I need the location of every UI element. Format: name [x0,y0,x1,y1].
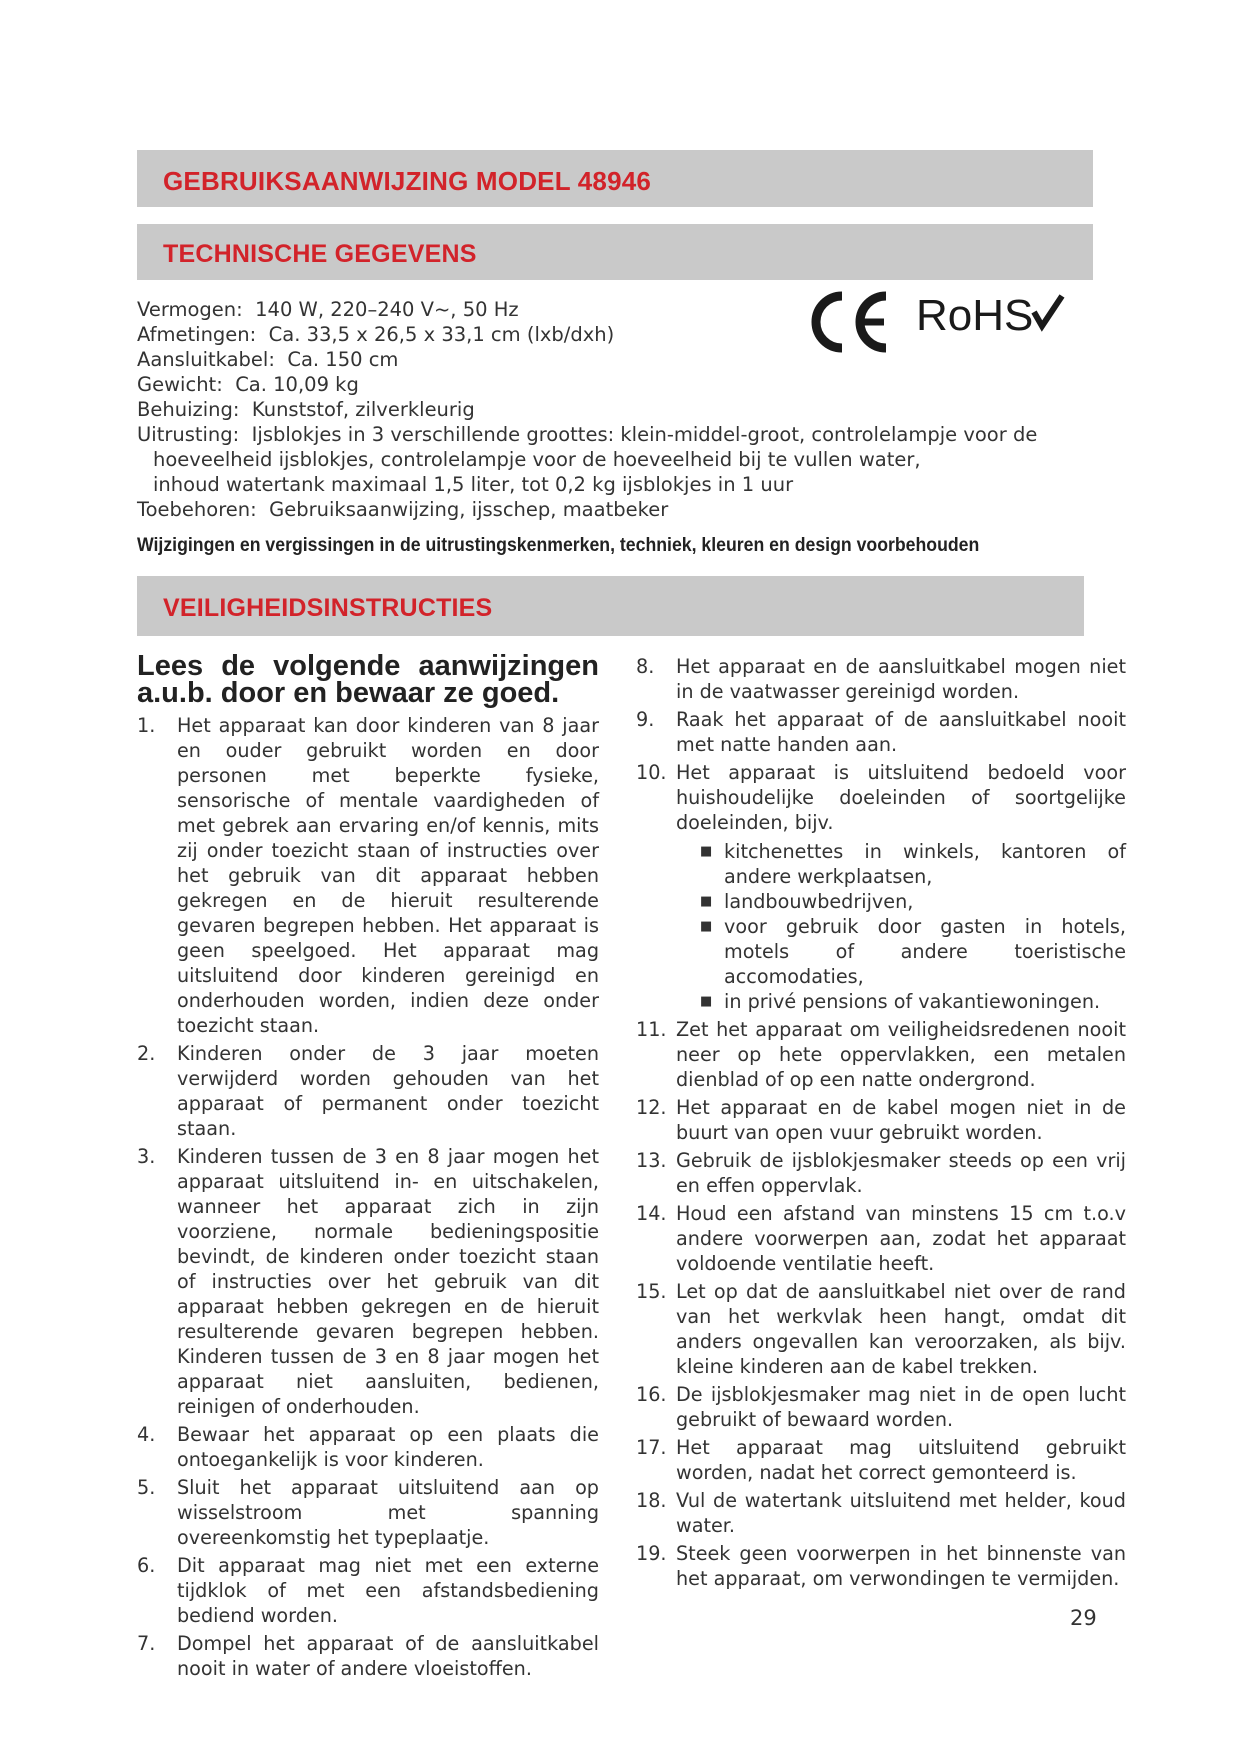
list-item: 18. Vul de watertank uitsluitend met helder, koud water. [636,1489,1126,1537]
spec-row: Aansluitkabel: Ca. 150 cm [137,348,399,371]
spec-row: Vermogen: 140 W, 220–240 V~, 50 Hz [137,298,519,321]
bullet-item: ■ in privé pensions of vakantiewoningen. [700,989,1126,1014]
instructions-right-column [636,654,1126,1594]
disclaimer: Wijzigingen en vergissingen in de uitrustingskenmerken, techniek, kleuren en design voorbehouden [137,535,980,556]
page-number: 29 [1070,1606,1097,1630]
usage-bullet-list [676,839,1126,1014]
list-item: 16. De ijsblokjesmaker mag niet in de open lucht gebruikt of bewaard worden. [636,1383,1126,1431]
list-item: 12. Het apparaat en de kabel mogen niet in de buurt van open vuur gebruikt worden. [636,1096,1126,1144]
ce-mark-icon [806,282,1106,362]
spec-row-continued: inhoud watertank maximaal 1,5 liter, tot 0,2 kg ijsblokjes in 1 uur [153,473,794,496]
tech-band [137,224,1093,280]
list-item: 3. Kinderen tussen de 3 en 8 jaar mogen het apparaat uitsluitend in- en uitschakelen, wanneer het apparaat zich in zijn voorziene, normale bedieningspositie bevindt, de kinderen onder toezicht staan of instructies over het gebruik van dit apparaat hebben gekregen en de hieruit resulterende gevaren begrepen hebben. Kinderen tussen de 3 en 8 jaar mogen het apparaat niet aansluiten, bedienen, reinigen of onderhouden. [137,1145,599,1418]
list-item: 5. Sluit het apparaat uitsluitend aan op wisselstroom met spanning overeenkomstig het typeplaatje. [137,1476,599,1549]
list-item: 19. Steek geen voorwerpen in het binnenste van het apparaat, om verwondingen te vermijden. [636,1542,1126,1590]
list-item: 14. Houd een afstand van minstens 15 cm t.o.v andere voorwerpen aan, zodat het apparaat voldoende ventilatie heeft. [636,1202,1126,1275]
intro-heading: Lees de volgende aanwijzingen a.u.b. door en bewaar ze goed. [137,650,599,709]
spec-row: Gewicht: Ca. 10,09 kg [137,373,359,396]
list-item: 9. Raak het apparaat of de aansluitkabel nooit met natte handen aan. [636,708,1126,756]
list-item: 4. Bewaar het apparaat op een plaats die ontoegankelijk is voor kinderen. [137,1423,599,1471]
list-item: 15. Let op dat de aansluitkabel niet over de rand van het werkvlak heen hangt, omdat dit anders ongevallen kan veroorzaken, als bijv. kleine kinderen aan de kabel trekken. [636,1280,1126,1378]
spec-row: Afmetingen: Ca. 33,5 x 26,5 x 33,1 cm (lxb/dxh) [137,323,615,346]
certification-marks [806,282,1106,362]
list-item: 2. Kinderen onder de 3 jaar moeten verwijderd worden gehouden van het apparaat of permanent onder toezicht staan. [137,1042,599,1140]
check-icon [1034,296,1062,326]
instructions-left-column [137,650,599,1684]
spec-row: Toebehoren: Gebruiksaanwijzing, ijsschep, maatbeker [137,498,669,521]
rohs-label: RoHS [916,291,1034,340]
spec-row-continued: hoeveelheid ijsblokjes, controlelampje voor de hoeveelheid bij te vullen water, [153,448,921,471]
list-item: 7. Dompel het apparaat of de aansluitkabel nooit in water of andere vloeistoffen. [137,1632,599,1680]
tech-heading: TECHNISCHE GEGEVENS [163,240,477,268]
spec-row: Uitrusting: Ijsblokjes in 3 verschillende groottes: klein-middel-groot, controlelampje voor de [137,423,1038,446]
bullet-item: ■ voor gebruik door gasten in hotels, motels of andere toeristische accomodaties, [700,914,1126,989]
list-item: 17. Het apparaat mag uitsluitend gebruikt worden, nadat het correct gemonteerd is. [636,1436,1126,1484]
list-item: 11. Zet het apparaat om veiligheidsredenen nooit neer op hete oppervlakken, een metalen dienblad of op een natte ondergrond. [636,1018,1126,1091]
bullet-item: ■ landbouwbedrijven, [700,889,1126,914]
list-item: 10. Het apparaat is uitsluitend bedoeld voor huishoudelijke doeleinden of soortgelijke doeleinden, bijv. ■ kitchenettes in winkels, kantoren of andere werkplaatsen, ■ landbouwbedrijven, ■ voor gebruik door gasten in hotels, motels of andere toeristische accomodaties, ■ in privé pensions of vakantiewoningen. [636,760,1126,1014]
safety-band [137,576,1084,636]
list-item: 8. Het apparaat en de aansluitkabel mogen niet in de vaatwasser gereinigd worden. [636,655,1126,703]
spec-row: Behuizing: Kunststof, zilverkleurig [137,398,475,421]
list-item: 13. Gebruik de ijsblokjesmaker steeds op een vrij en effen oppervlak. [636,1149,1126,1197]
title-band [137,150,1093,207]
list-item: 6. Dit apparaat mag niet met een externe tijdklok of met een afstandsbediening bediend worden. [137,1554,599,1627]
bullet-item: ■ kitchenettes in winkels, kantoren of andere werkplaatsen, [700,839,1126,889]
page-title: GEBRUIKSAANWIJZING MODEL 48946 [163,166,652,196]
safety-heading: VEILIGHEIDSINSTRUCTIES [163,594,493,622]
list-item: 1. Het apparaat kan door kinderen van 8 jaar en ouder gebruikt worden en door personen met beperkte fysieke, sensorische of mentale vaardigheden of met gebrek aan ervaring en/of kennis, mits zij onder toezicht staan of instructies over het gebruik van dit apparaat hebben gekregen en de hieruit resulterende gevaren begrepen hebben. Het apparaat is geen speelgoed. Het apparaat mag uitsluitend door kinderen gereinigd en onderhouden worden, indien deze onder toezicht staan. [137,714,599,1037]
